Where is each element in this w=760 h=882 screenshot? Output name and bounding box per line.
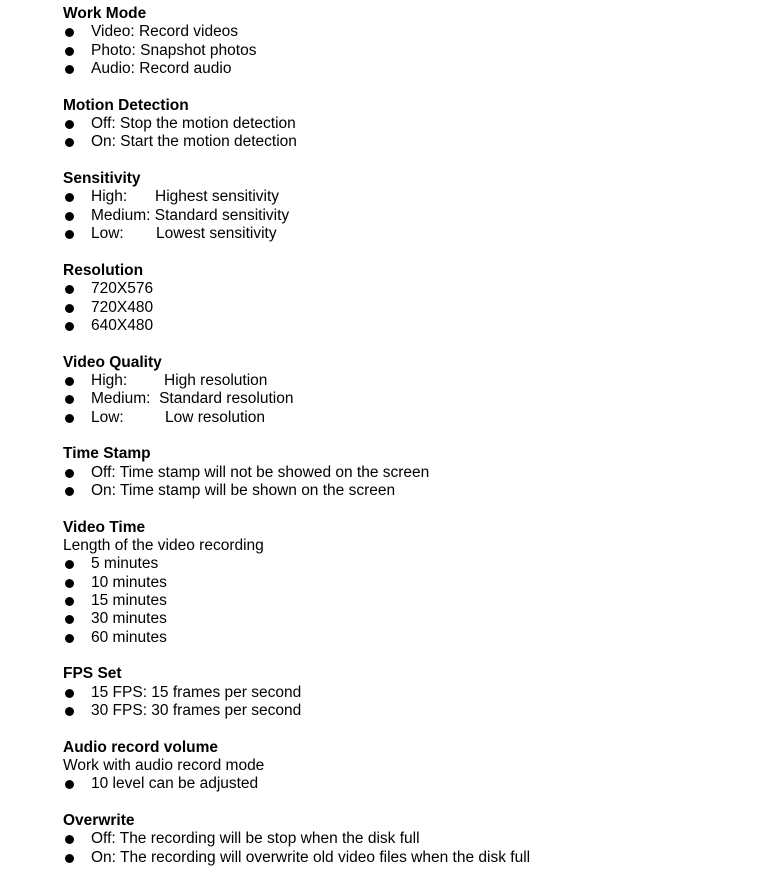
list-item [63, 372, 760, 390]
list-item [63, 188, 760, 206]
section-heading: Motion Detection [63, 96, 189, 114]
option-term: Low: [91, 225, 124, 243]
option-term: High: [91, 188, 128, 206]
list-item [63, 849, 760, 867]
bullet-icon [65, 615, 74, 624]
option-description: Highest sensitivity [155, 188, 280, 206]
bullet-icon [65, 120, 74, 129]
bullet-icon [65, 487, 74, 496]
list-item-text: 10 minutes [91, 573, 167, 591]
bullet-icon [65, 47, 74, 56]
bullet-list [63, 280, 760, 335]
list-item [63, 610, 760, 628]
list-item [63, 60, 760, 78]
bullet-icon [65, 414, 74, 423]
bullet-icon [65, 285, 74, 294]
list-item [63, 592, 760, 610]
list-item-text: Off: Time stamp will not be showed on the screen [91, 463, 430, 481]
list-item-text: Audio: Record audio [91, 60, 232, 78]
bullet-icon [65, 193, 74, 202]
bullet-icon [65, 597, 74, 606]
bullet-icon [65, 65, 74, 74]
bullet-icon [65, 579, 74, 588]
section-heading: Video Quality [63, 353, 162, 371]
list-item [63, 225, 760, 243]
bullet-list [63, 555, 760, 647]
option-description: Lowest sensitivity [156, 225, 277, 243]
section-time-stamp [63, 445, 760, 500]
section-fps-set [63, 665, 760, 720]
bullet-list [63, 188, 760, 243]
section-audio-record-volume [63, 739, 760, 794]
section-heading: Overwrite [63, 812, 135, 830]
section-heading: Work Mode [63, 5, 147, 22]
list-item [63, 629, 760, 647]
section-work-mode [63, 5, 760, 78]
option-description: Standard resolution [159, 390, 294, 408]
section-resolution [63, 262, 760, 335]
option-description: High resolution [164, 371, 268, 389]
bullet-list [63, 830, 760, 867]
section-description: Length of the video recording [63, 536, 264, 554]
list-item [63, 42, 760, 60]
option-term: Medium: [91, 390, 151, 408]
section-heading: Audio record volume [63, 738, 219, 756]
bullet-icon [65, 138, 74, 147]
bullet-icon [65, 304, 74, 313]
list-item-text: 15 FPS: 15 frames per second [91, 683, 302, 701]
bullet-icon [65, 230, 74, 239]
bullet-icon [65, 560, 74, 569]
bullet-list [63, 23, 760, 78]
list-item [63, 555, 760, 573]
list-item [63, 133, 760, 151]
list-item-text: 30 FPS: 30 frames per second [91, 702, 302, 720]
list-item [63, 280, 760, 298]
list-item [63, 390, 760, 408]
bullet-icon [65, 707, 74, 716]
bullet-icon [65, 28, 74, 37]
section-overwrite [63, 812, 760, 867]
bullet-list [63, 775, 760, 793]
list-item-text: 30 minutes [91, 610, 167, 628]
bullet-list [63, 684, 760, 721]
list-item-text: 720X576 [91, 280, 154, 298]
section-heading: Time Stamp [63, 445, 151, 463]
list-item [63, 317, 760, 335]
option-term: Medium: [91, 206, 151, 224]
option-description: Low resolution [165, 408, 265, 426]
list-item [63, 702, 760, 720]
list-item-text: 15 minutes [91, 592, 167, 609]
bullet-icon [65, 212, 74, 221]
list-item [63, 830, 760, 848]
list-item-text: 720X480 [91, 298, 154, 316]
section-description: Work with audio record mode [63, 757, 265, 775]
list-item [63, 409, 760, 427]
bullet-icon [65, 780, 74, 789]
section-motion-detection [63, 97, 760, 152]
bullet-icon [65, 835, 74, 844]
list-item-text: 5 minutes [91, 555, 159, 573]
section-sensitivity [63, 170, 760, 243]
list-item-text: On: Start the motion detection [91, 133, 297, 151]
bullet-list [63, 372, 760, 427]
section-video-time [63, 519, 760, 647]
bullet-icon [65, 322, 74, 331]
list-item [63, 115, 760, 133]
list-item-text: 60 minutes [91, 628, 167, 646]
bullet-icon [65, 854, 74, 863]
list-item [63, 482, 760, 500]
list-item-text: On: The recording will overwrite old video files when the disk full [91, 848, 531, 866]
section-video-quality [63, 354, 760, 427]
bullet-icon [65, 469, 74, 478]
section-heading: Video Time [63, 518, 146, 536]
list-item [63, 299, 760, 317]
bullet-list [63, 464, 760, 501]
list-item [63, 464, 760, 482]
section-heading: FPS Set [63, 665, 122, 683]
list-item-text: Photo: Snapshot photos [91, 41, 257, 59]
list-item [63, 574, 760, 592]
section-heading: Resolution [63, 261, 144, 279]
bullet-icon [65, 395, 74, 404]
list-item-text: On: Time stamp will be shown on the screen [91, 481, 396, 499]
list-item-text: Video: Record videos [91, 23, 239, 41]
bullet-icon [65, 377, 74, 386]
list-item-text: Off: The recording will be stop when the disk full [91, 830, 420, 848]
option-term: Low: [91, 408, 124, 426]
option-description: Standard sensitivity [154, 206, 290, 224]
list-item-text: 10 level can be adjusted [91, 775, 259, 793]
bullet-list [63, 115, 760, 152]
list-item [63, 684, 760, 702]
bullet-icon [65, 634, 74, 643]
list-item [63, 207, 760, 225]
bullet-icon [65, 689, 74, 698]
list-item-text: 640X480 [91, 316, 154, 334]
list-item [63, 775, 760, 793]
list-item-text: Off: Stop the motion detection [91, 115, 296, 133]
list-item [63, 23, 760, 41]
option-term: High: [91, 371, 128, 389]
section-heading: Sensitivity [63, 170, 141, 188]
